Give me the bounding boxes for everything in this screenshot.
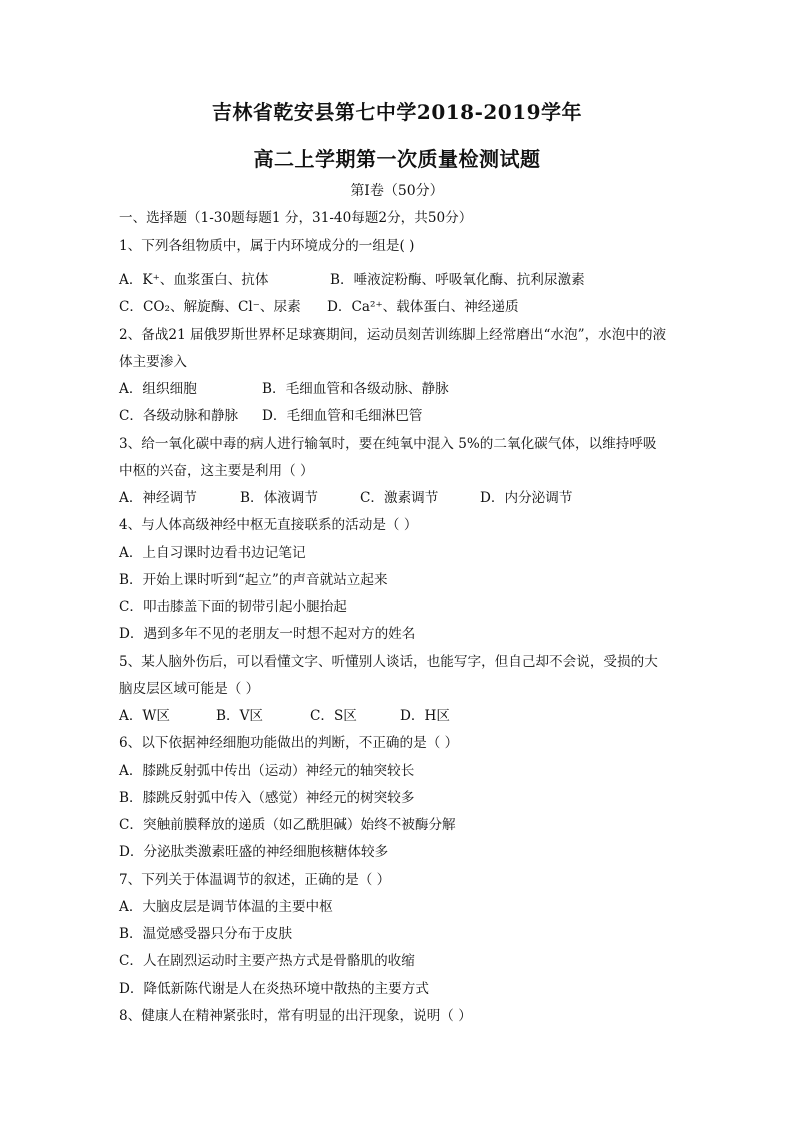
question-1-option-b: B．唾液淀粉酶、呼吸氧化酶、抗利尿激素 [330,272,585,288]
question-2-stem-line2: 体主要渗入 [119,354,187,370]
question-5-option-d: D．H区 [400,708,450,724]
question-2-option-c: C．各级动脉和静脉 [119,408,239,424]
question-4-option-b: B．开始上课时听到“起立”的声音就站立起来 [119,572,388,588]
question-1-option-c: C．CO₂、解旋酶、Cl⁻、尿素 [119,299,301,315]
question-5-stem-line1: 5、某人脑外伤后，可以看懂文字、听懂别人谈话，也能写字，但自己却不会说，受损的大 [119,654,658,670]
question-5-stem-line2: 脑皮层区域可能是（ ） [119,681,260,697]
question-6-option-d: D．分泌肽类激素旺盛的神经细胞核糖体较多 [119,844,389,860]
question-4-option-a: A．上自习课时边看书边记笔记 [119,545,306,561]
question-3-stem-line2: 中枢的兴奋，这主要是利用（ ） [119,463,314,479]
question-7-stem: 7、下列关于体温调节的叙述，正确的是（ ） [119,872,391,888]
question-3-option-d: D．内分泌调节 [480,490,573,506]
question-8-stem: 8、健康人在精神紧张时，常有明显的出汗现象，说明（ ） [119,1008,472,1024]
question-5-option-b: B．V区 [216,708,263,724]
question-6-option-a: A．膝跳反射弧中传出（运动）神经元的轴突较长 [119,763,415,779]
question-2-option-a: A．组织细胞 [119,381,197,397]
question-7-option-c: C．人在剧烈运动时主要产热方式是骨骼肌的收缩 [119,953,415,969]
question-7-option-d: D．降低新陈代谢是人在炎热环境中散热的主要方式 [119,981,429,997]
question-6-option-b: B．膝跳反射弧中传入（感觉）神经元的树突较多 [119,790,415,806]
question-3-option-a: A．神经调节 [119,490,197,506]
question-5-option-a: A．W区 [119,708,170,724]
exam-title-line2: 高二上学期第一次质量检测试题 [253,147,541,171]
question-7-option-b: B．温觉感受器只分布于皮肤 [119,926,293,942]
question-4-stem: 4、与人体高级神经中枢无直接联系的活动是（ ） [119,517,418,533]
question-6-option-c: C．突触前膜释放的递质（如乙酰胆碱）始终不被酶分解 [119,817,456,833]
question-7-option-a: A．大脑皮层是调节体温的主要中枢 [119,899,333,915]
question-1-stem: 1、下列各组物质中，属于内环境成分的一组是( ) [119,238,415,254]
question-2-stem-line1: 2、备战21 届俄罗斯世界杯足球赛期间，运动员刻苦训练脚上经常磨出“水泡”，水泡中的液 [119,327,667,343]
question-2-option-d: D．毛细血管和毛细淋巴管 [262,408,423,424]
exam-title-line1: 吉林省乾安县第七中学2018-2019学年 [211,100,583,124]
question-6-stem: 6、以下依据神经细胞功能做出的判断，不正确的是（ ） [119,735,459,751]
part-heading: 第Ⅰ卷（50分） [350,183,444,199]
question-1-option-a: A．K⁺、血浆蛋白、抗体 [119,272,269,288]
question-2-option-b: B．毛细血管和各级动脉、静脉 [262,381,449,397]
question-1-option-d: D．Ca²⁺、载体蛋白、神经递质 [327,299,519,315]
question-4-option-c: C．叩击膝盖下面的韧带引起小腿抬起 [119,599,347,615]
question-5-option-c: C．S区 [310,708,357,724]
question-3-option-b: B．体液调节 [240,490,318,506]
section-heading: 一、选择题（1-30题每题1 分，31-40每题2分，共50分） [119,210,473,226]
question-4-option-d: D．遇到多年不见的老朋友一时想不起对方的姓名 [119,626,416,642]
question-3-option-c: C．激素调节 [360,490,439,506]
question-3-stem-line1: 3、给一氧化碳中毒的病人进行输氧时，要在纯氧中混入 5%的二氧化碳气体，以维持呼吸 [119,436,657,452]
